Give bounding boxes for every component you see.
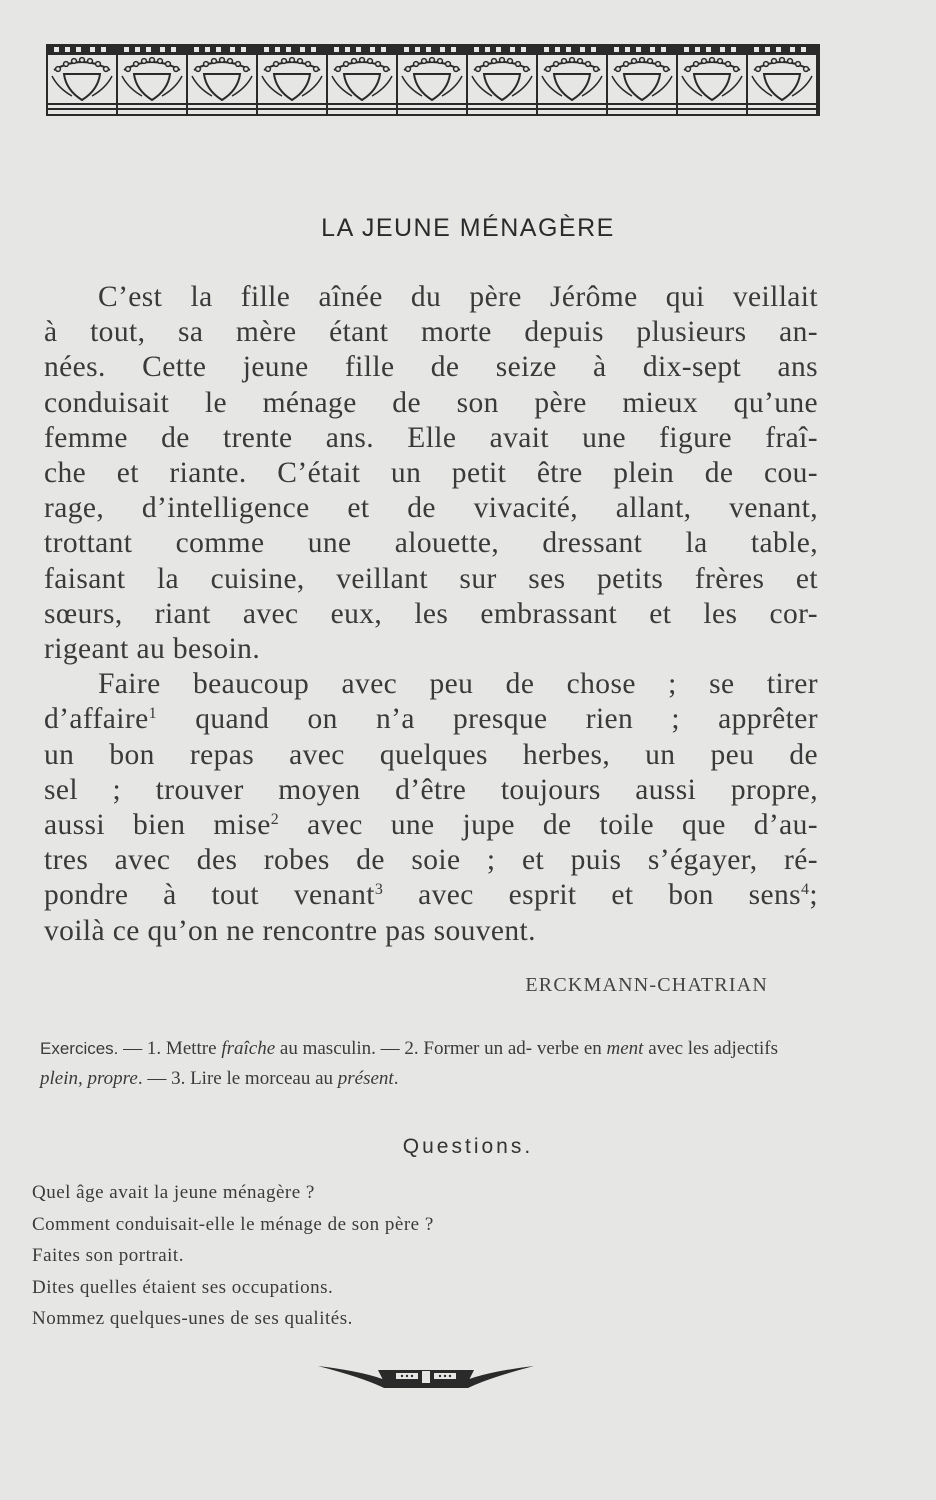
footnote-marker: 3 <box>374 881 384 899</box>
text-line: rigeant au besoin. <box>44 633 261 666</box>
text-fragment: quand on n’a presque rien ; apprêter <box>195 703 818 736</box>
text-line: trottant comme une alouette, dressant la table, <box>44 527 818 560</box>
exercise-text: . <box>393 1068 399 1089</box>
text-line: voilà ce qu’on ne rencontre pas souvent. <box>44 914 536 947</box>
end-ornament <box>318 1362 534 1390</box>
exercise-word: plein, propre <box>40 1068 138 1089</box>
exercise-word: présent <box>337 1068 394 1089</box>
exercises-block <box>40 1034 812 1094</box>
text-fragment: aussi bien mise <box>44 809 271 842</box>
exercise-text: avec les adjectifs <box>648 1038 778 1059</box>
text-line: sel ; trouver moyen d’être toujours aussi propre, <box>44 773 818 806</box>
text-fragment: avec une jupe de toile que d’au- <box>307 809 818 842</box>
text-fragment: d’affaire <box>44 703 149 736</box>
footnote-marker: 2 <box>270 811 280 829</box>
exercises-label: Exercices. <box>40 1039 119 1058</box>
exercise-word: fraîche <box>221 1038 276 1059</box>
exercise-text: — 1. Mettre <box>123 1038 217 1059</box>
exercise-text: . — 3. Lire le morceau <box>137 1068 311 1089</box>
exercise-word: ment <box>606 1038 644 1059</box>
text-fragment: pondre à tout venant <box>44 879 375 912</box>
question-item: Quel âge avait la jeune ménagère ? <box>32 1182 315 1203</box>
text-line: C’est la fille aînée du père Jérôme qui veillait <box>98 281 818 313</box>
text-line <box>44 878 818 913</box>
text-line: che et riante. C’était un petit être plein de cou- <box>44 457 818 490</box>
text-line <box>44 808 818 843</box>
text-line: faisant la cuisine, veillant sur ses petits frères et <box>44 562 818 595</box>
footnote-marker: 1 <box>148 705 157 723</box>
question-item: Faites son portrait. <box>32 1245 184 1266</box>
text-line: un bon repas avec quelques herbes, un peu de <box>44 738 818 771</box>
decorative-frieze <box>46 44 820 116</box>
footnote-marker: 4 <box>800 881 810 899</box>
question-item: Comment conduisait-elle le ménage de son père ? <box>32 1213 434 1235</box>
exercise-text: au <box>315 1068 334 1089</box>
question-item: Dites quelles étaient ses occupations. <box>32 1276 334 1298</box>
text-line: sœurs, riant avec eux, les embrassant et les cor- <box>44 597 818 630</box>
author-signature: ERCKMANN-CHATRIAN <box>525 974 768 996</box>
text-line: tres avec des robes de soie ; et puis s’égayer, ré- <box>44 844 818 877</box>
text-line: rage, d’intelligence et de vivacité, allant, venant, <box>44 492 818 525</box>
text-line: femme de trente ans. Elle avait une figure fraî- <box>44 421 818 454</box>
exercise-text: au masculin. — 2. Former un ad- <box>279 1038 533 1059</box>
text-line: Faire beaucoup avec peu de chose ; se tirer <box>98 668 818 701</box>
exercise-text: verbe en <box>536 1038 602 1059</box>
text-line: à tout, sa mère étant morte depuis plusieurs an- <box>44 316 818 349</box>
text-fragment: ; <box>809 879 818 912</box>
text-line: nées. Cette jeune fille de seize à dix-sept ans <box>44 351 818 384</box>
text-fragment: avec esprit et bon sens <box>418 879 801 912</box>
questions-heading: Questions. <box>402 1135 534 1158</box>
text-body <box>44 280 818 949</box>
text-line <box>44 702 818 737</box>
question-item: Nommez quelques-unes de ses qualités. <box>32 1308 353 1329</box>
page-title: LA JEUNE MÉNAGÈRE <box>321 214 615 242</box>
text-line: conduisait le ménage de son père mieux qu’une <box>44 386 818 419</box>
questions-list <box>32 1177 732 1335</box>
